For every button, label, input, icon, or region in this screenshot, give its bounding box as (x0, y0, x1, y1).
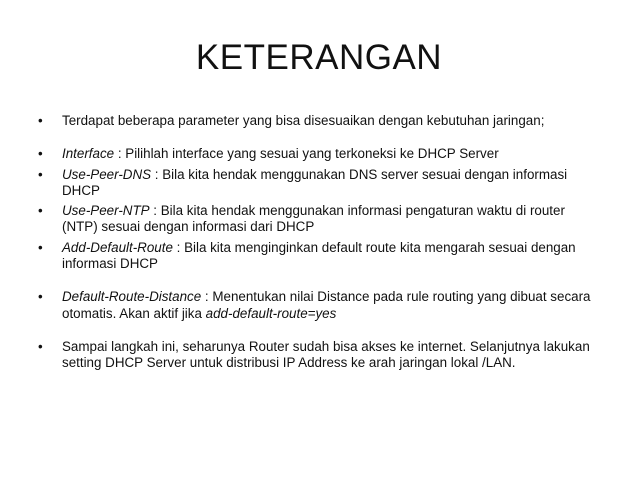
list-item-use-peer-ntp (38, 203, 604, 236)
bullet-list (38, 113, 604, 376)
bullet-icon: • (38, 146, 43, 162)
item-text: Terdapat beberapa parameter yang bisa disesuaikan dengan kebutuhan jaringan; (62, 113, 545, 128)
list-item-intro (38, 113, 604, 129)
list-item-next-step (38, 339, 604, 372)
list-item-interface (38, 146, 604, 162)
item-term: Use-Peer-DNS (62, 166, 152, 182)
item-term: Interface (62, 146, 115, 162)
list-item-use-peer-dns (38, 167, 604, 200)
slide-title: KETERANGAN (195, 38, 443, 77)
item-description: : Pilihlah interface yang sesuai yang terkoneksi ke DHCP Server (114, 146, 499, 162)
item-text: Sampai langkah ini, seharunya Router sudah bisa akses ke internet. Selanjutnya lakukan setting DHCP Server untuk distribusi IP Address ke arah jaringan lokal /LAN. (62, 338, 590, 371)
item-description: : Bila kita hendak menggunakan DNS server sesuai dengan informasi DHCP (62, 166, 568, 198)
item-term: Add-Default-Route (62, 239, 173, 255)
list-item-add-default-route (38, 240, 604, 273)
bullet-icon: • (38, 166, 43, 182)
bullet-icon: • (38, 113, 43, 128)
list-item-default-route-distance (38, 289, 604, 322)
item-term: Use-Peer-NTP (62, 203, 150, 219)
bullet-icon: • (38, 203, 43, 219)
item-description: : Bila kita menginginkan default route kita mengarah sesuai dengan informasi DHCP (62, 239, 576, 272)
bullet-icon: • (38, 289, 43, 305)
item-term: Default-Route-Distance (62, 289, 202, 305)
item-description: : Bila kita hendak menggunakan informasi pengaturan waktu di router (NTP) sesuai dengan informasi dari DHCP (62, 203, 565, 235)
bullet-icon: • (38, 338, 43, 354)
bullet-icon: • (38, 239, 43, 255)
item-description: : Menentukan nilai Distance pada rule routing yang dibuat secara otomatis. Akan aktif jika (62, 289, 591, 321)
item-emphasis: add-default-route=yes (205, 305, 337, 321)
